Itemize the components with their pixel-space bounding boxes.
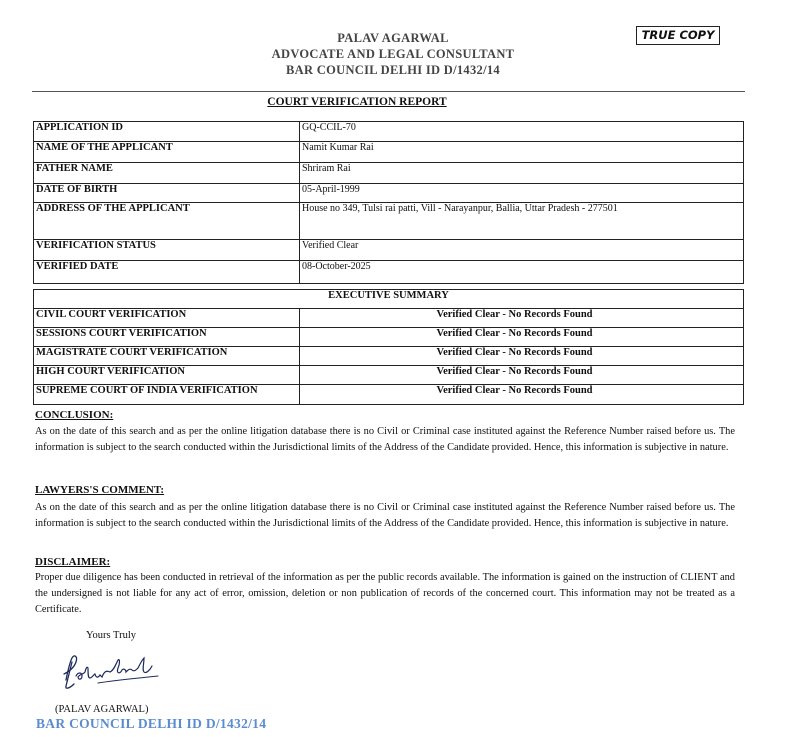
- advocate-designation: ADVOCATE AND LEGAL CONSULTANT: [271, 47, 515, 61]
- conclusion-text: As on the date of this search and as per the online litigation database there is no Civil or Criminal case instituted against the Reference Number raised before us. The information is subject to the search conducted within the Jurisdictional limits of the Address of the Candidate provided. Hence, this information is subjective in nature.: [35, 426, 735, 453]
- lawyers-comment-text: As on the date of this search and as per the online litigation database there is no Civil or Criminal case instituted against the Reference Number raised before us. The information is subject to the search conducted within the Jurisdictional limits of the Address of the Candidate provided. Hence, this information is subjective in nature.: [35, 502, 735, 529]
- table-row: [34, 385, 744, 405]
- court-status: Verified Clear - No Records Found: [300, 366, 744, 385]
- detail-label: NAME OF THE APPLICANT: [34, 142, 300, 163]
- detail-label: ADDRESS OF THE APPLICANT: [34, 203, 300, 240]
- detail-value: 05-April-1999: [300, 184, 744, 203]
- table-row: [34, 347, 744, 366]
- table-row: [34, 309, 744, 328]
- table-row: [34, 290, 744, 309]
- table-row: [34, 328, 744, 347]
- detail-label: VERIFICATION STATUS: [34, 240, 300, 261]
- closing-salutation: Yours Truly: [86, 630, 137, 641]
- applicant-details-table: [33, 121, 744, 284]
- executive-summary-title: EXECUTIVE SUMMARY: [34, 290, 744, 309]
- report-title: COURT VERIFICATION REPORT: [267, 96, 447, 108]
- detail-label: APPLICATION ID: [34, 122, 300, 142]
- advocate-name: PALAV AGARWAL: [337, 31, 449, 45]
- court-status: Verified Clear - No Records Found: [300, 309, 744, 328]
- detail-label: DATE OF BIRTH: [34, 184, 300, 203]
- lawyers-comment-title: LAWYERS'S COMMENT:: [35, 484, 165, 496]
- table-row: [34, 261, 744, 284]
- table-row: [34, 163, 744, 184]
- court-label: MAGISTRATE COURT VERIFICATION: [34, 347, 300, 366]
- footer-bar-id: BAR COUNCIL DELHI ID D/1432/14: [36, 716, 267, 731]
- signatory-name: (PALAV AGARWAL): [55, 704, 149, 715]
- detail-label: FATHER NAME: [34, 163, 300, 184]
- detail-value: Shriram Rai: [300, 163, 744, 184]
- disclaimer-title: DISCLAIMER:: [35, 556, 111, 568]
- detail-label: VERIFIED DATE: [34, 261, 300, 284]
- table-row: [34, 240, 744, 261]
- table-row: [34, 366, 744, 385]
- advocate-bar-id: BAR COUNCIL DELHI ID D/1432/14: [286, 63, 500, 77]
- table-row: [34, 142, 744, 163]
- court-status: Verified Clear - No Records Found: [300, 385, 744, 405]
- court-label: SUPREME COURT OF INDIA VERIFICATION: [34, 385, 300, 405]
- table-row: [34, 122, 744, 142]
- conclusion-title: CONCLUSION:: [35, 409, 114, 421]
- detail-value: GQ-CCIL-70: [300, 122, 744, 142]
- signature-image: [58, 650, 168, 694]
- detail-value: 08-October-2025: [300, 261, 744, 284]
- true-copy-stamp: TRUE COPY: [636, 26, 720, 45]
- detail-value: House no 349, Tulsi rai patti, Vill - Narayanpur, Ballia, Uttar Pradesh - 277501: [300, 203, 744, 240]
- detail-value: Namit Kumar Rai: [300, 142, 744, 163]
- court-status: Verified Clear - No Records Found: [300, 347, 744, 366]
- court-label: HIGH COURT VERIFICATION: [34, 366, 300, 385]
- detail-value: Verified Clear: [300, 240, 744, 261]
- disclaimer-text: Proper due diligence has been conducted in retrieval of the information as per the public records available. The information is gained on the instruction of CLIENT and the undersigned is not liable for any act of error, omission, deletion or non publication of records of the concerned court. This information may not be treated as a Certificate.: [35, 572, 735, 615]
- court-label: CIVIL COURT VERIFICATION: [34, 309, 300, 328]
- table-row: [34, 203, 744, 240]
- executive-summary-table: [33, 289, 744, 405]
- table-row: [34, 184, 744, 203]
- court-status: Verified Clear - No Records Found: [300, 328, 744, 347]
- header-divider: [32, 91, 745, 92]
- court-label: SESSIONS COURT VERIFICATION: [34, 328, 300, 347]
